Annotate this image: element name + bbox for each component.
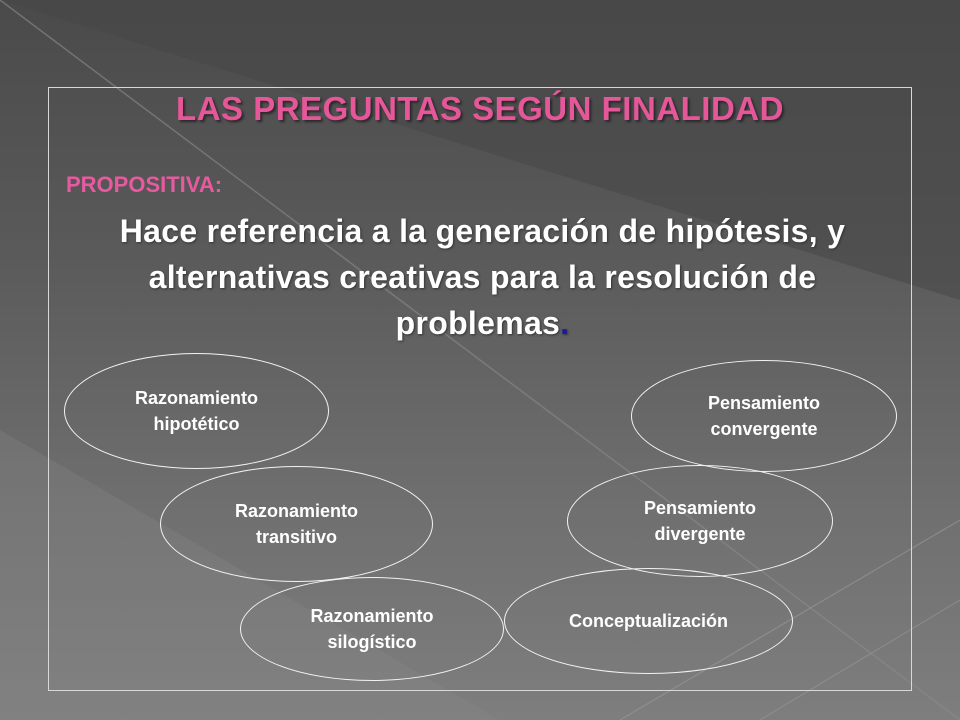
oval-razonamiento-silogistico xyxy=(240,577,504,681)
slide-title: LAS PREGUNTAS SEGÚN FINALIDAD xyxy=(176,90,784,127)
slide-body-text: Hace referencia a la generación de hipótesis, y alternativas creativas para la resolución de problemas xyxy=(119,213,846,341)
oval-razonamiento-transitivo xyxy=(160,466,433,582)
oval-pensamiento-divergente xyxy=(567,465,833,577)
oval-label: Razonamiento silogístico xyxy=(310,606,434,652)
oval-label: Conceptualización xyxy=(568,611,729,631)
oval-label: Pensamiento divergente xyxy=(643,498,757,544)
slide-body xyxy=(60,208,905,346)
oval-label: Pensamiento convergente xyxy=(707,393,821,439)
oval-razonamiento-hipotetico xyxy=(64,353,329,469)
slide-body-end: . xyxy=(560,305,570,341)
oval-conceptualizacion xyxy=(504,568,793,674)
oval-label: Razonamiento hipotético xyxy=(134,388,258,434)
oval-label: Razonamiento transitivo xyxy=(234,501,358,547)
slide-subtitle: PROPOSITIVA: xyxy=(66,172,223,197)
oval-pensamiento-convergente xyxy=(631,360,897,472)
